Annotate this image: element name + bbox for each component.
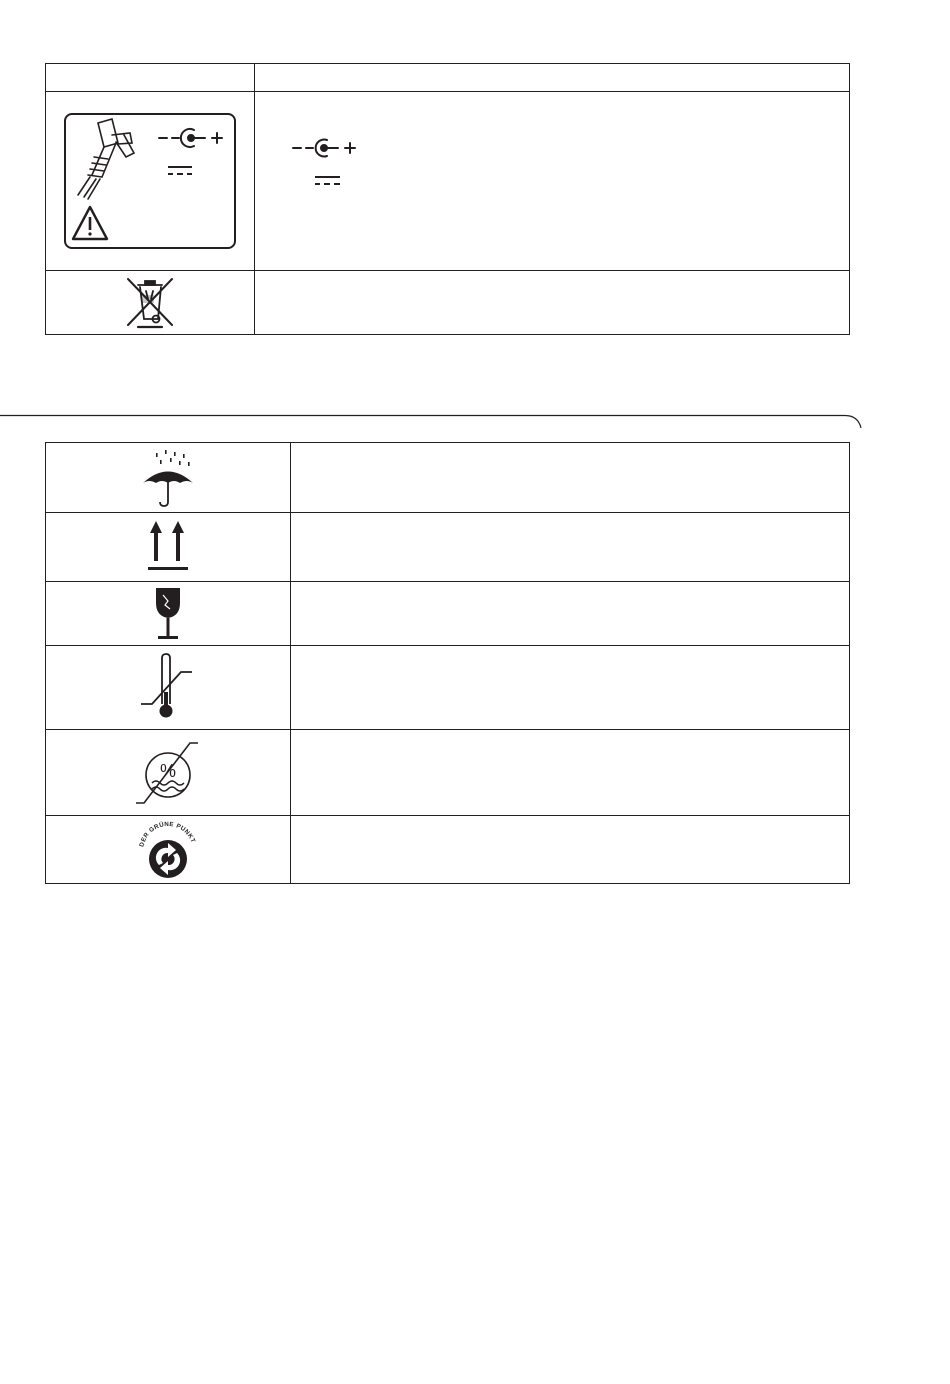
symbol-cell [46, 443, 291, 513]
table-row [46, 271, 850, 335]
direct-current-icon [313, 174, 343, 188]
table-header-row [46, 64, 850, 92]
description-cell [291, 816, 850, 884]
table-row [46, 730, 850, 816]
fragile-glass-icon [153, 585, 183, 643]
green-dot-icon [135, 819, 201, 881]
description-cell [291, 730, 850, 816]
table-row [46, 443, 850, 513]
description-cell [255, 271, 850, 335]
section-divider [0, 414, 865, 434]
table-row [46, 646, 850, 730]
symbol-cell [46, 582, 291, 646]
green-dot-lettering: DER GRÜNE PUNKT [138, 820, 197, 848]
description-cell [291, 646, 850, 730]
symbol-cell [46, 646, 291, 730]
svg-text:%: % [159, 760, 177, 781]
polarity-icon [291, 137, 361, 159]
description-cell [255, 92, 850, 271]
symbol-cell [46, 271, 255, 335]
symbols-table-2 [45, 442, 850, 884]
symbol-cell [46, 730, 291, 816]
keep-dry-umbrella-icon [140, 448, 196, 508]
header-cell-description [255, 64, 850, 92]
symbol-cell [46, 92, 255, 271]
header-cell-symbol [46, 64, 255, 92]
description-cell [291, 513, 850, 582]
table-row [46, 92, 850, 271]
this-way-up-arrows-icon [147, 519, 189, 575]
humidity-limit-icon [134, 737, 202, 809]
power-supply-label-icon [64, 113, 236, 249]
symbol-cell [46, 513, 291, 582]
symbols-table-1 [45, 63, 850, 335]
table-row [46, 513, 850, 582]
table-row [46, 582, 850, 646]
temperature-limit-icon [138, 652, 198, 724]
description-cell [291, 582, 850, 646]
table-row [46, 816, 850, 884]
weee-crossed-bin-icon [120, 275, 180, 331]
description-cell [291, 443, 850, 513]
symbol-cell [46, 816, 291, 884]
